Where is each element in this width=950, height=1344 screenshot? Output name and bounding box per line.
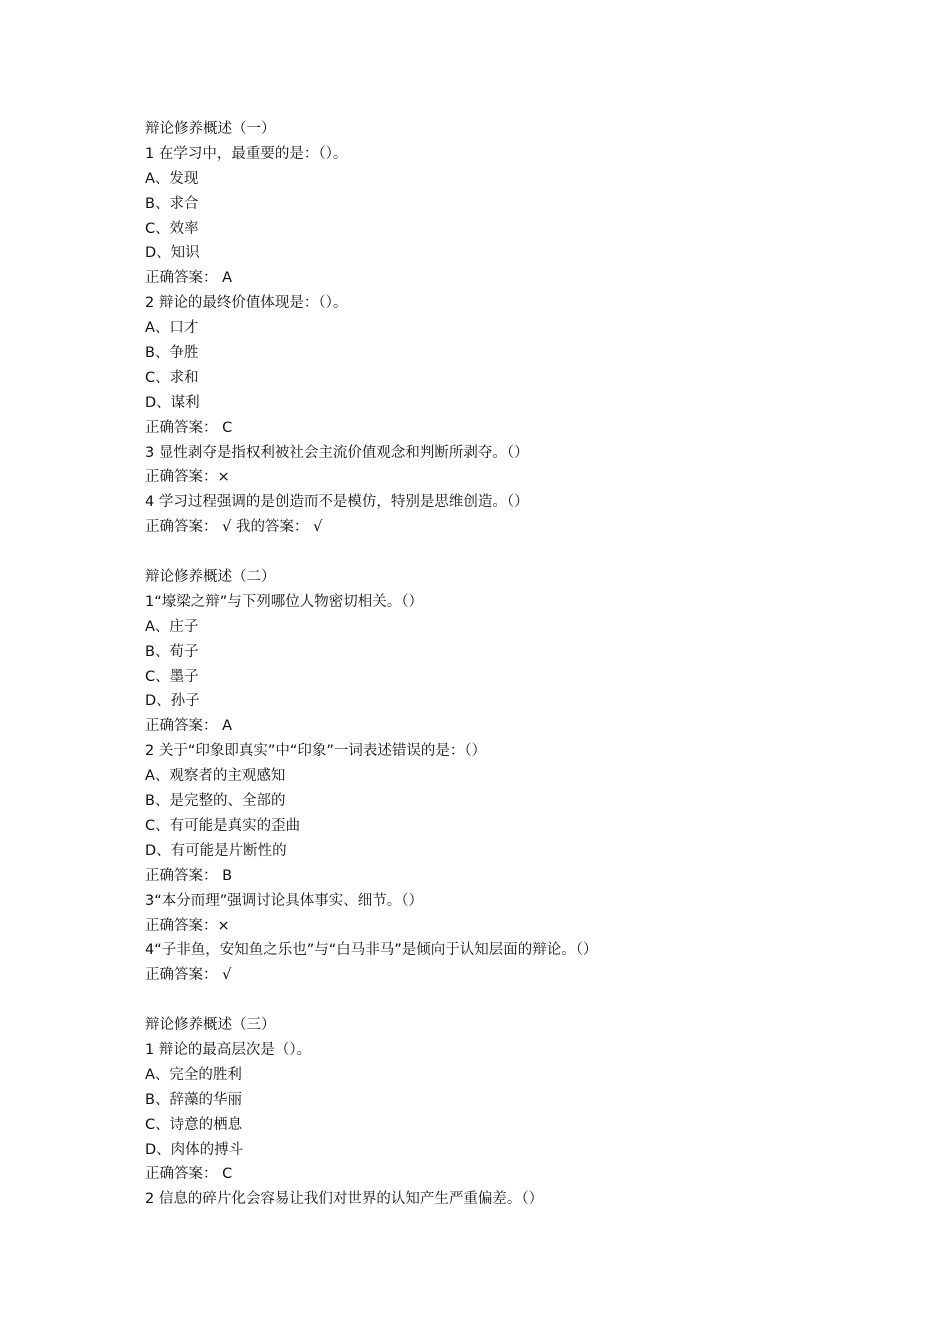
correct-answer: 正确答案： A: [145, 718, 233, 735]
option-b: B、求合: [145, 195, 199, 212]
option-a: A、完全的胜利: [145, 1066, 242, 1083]
question-text: 4“子非鱼，安知鱼之乐也”与“白马非马”是倾向于认知层面的辩论。（）: [145, 942, 598, 959]
document-page: [145, 117, 845, 1212]
question-text: 2 辩论的最终价值体现是：（）。: [145, 295, 348, 312]
option-c: C、有可能是真实的歪曲: [145, 817, 301, 834]
section-spacer: [145, 540, 845, 565]
correct-answer: 正确答案： C: [145, 1166, 233, 1183]
section-spacer: [145, 988, 845, 1013]
option-c: C、效率: [145, 220, 199, 237]
option-a: A、口才: [145, 320, 199, 337]
section-title: 辩论修养概述（二）: [145, 569, 276, 586]
question-text: 1 辩论的最高层次是（）。: [145, 1041, 312, 1058]
question-text: 3 显性剥夺是指权利被社会主流价值观念和判断所剥夺。（）: [145, 444, 529, 461]
question-text: 1“壕梁之辩”与下列哪位人物密切相关。（）: [145, 593, 423, 610]
option-d: D、孙子: [145, 693, 200, 710]
question-text: 2 信息的碎片化会容易让我们对世界的认知产生严重偏差。（）: [145, 1191, 544, 1208]
correct-answer: 正确答案： A: [145, 270, 233, 287]
correct-answer: 正确答案： √ 我的答案： √: [145, 519, 323, 536]
section-title: 辩论修养概述（一）: [145, 121, 276, 137]
question-text: 4 学习过程强调的是创造而不是模仿，特别是思维创造。（）: [145, 494, 529, 511]
option-d: D、谋利: [145, 394, 200, 411]
option-b: B、争胜: [145, 345, 199, 362]
correct-answer: 正确答案：×: [145, 917, 230, 934]
option-d: D、有可能是片断性的: [145, 842, 287, 859]
option-b: B、是完整的、全部的: [145, 793, 286, 810]
option-d: D、肉体的搏斗: [145, 1141, 244, 1158]
option-c: C、诗意的栖息: [145, 1116, 243, 1133]
option-b: B、辞藻的华丽: [145, 1091, 242, 1108]
option-b: B、荀子: [145, 643, 199, 660]
option-d: D、知识: [145, 245, 200, 262]
option-a: A、发现: [145, 170, 199, 187]
correct-answer: 正确答案： √: [145, 967, 232, 984]
option-c: C、墨子: [145, 668, 199, 685]
correct-answer: 正确答案： C: [145, 419, 233, 436]
option-a: A、观察者的主观感知: [145, 768, 286, 785]
question-text: 3“本分而理”强调讨论具体事实、细节。（）: [145, 892, 423, 909]
correct-answer: 正确答案： B: [145, 867, 233, 884]
option-a: A、庄子: [145, 618, 199, 635]
correct-answer: 正确答案：×: [145, 469, 230, 486]
question-text: 1 在学习中，最重要的是：（）。: [145, 145, 348, 162]
option-c: C、求和: [145, 369, 199, 386]
question-text: 2 关于“印象即真实”中“印象”一词表述错误的是：（）: [145, 743, 487, 760]
section-title: 辩论修养概述（三）: [145, 1017, 276, 1034]
